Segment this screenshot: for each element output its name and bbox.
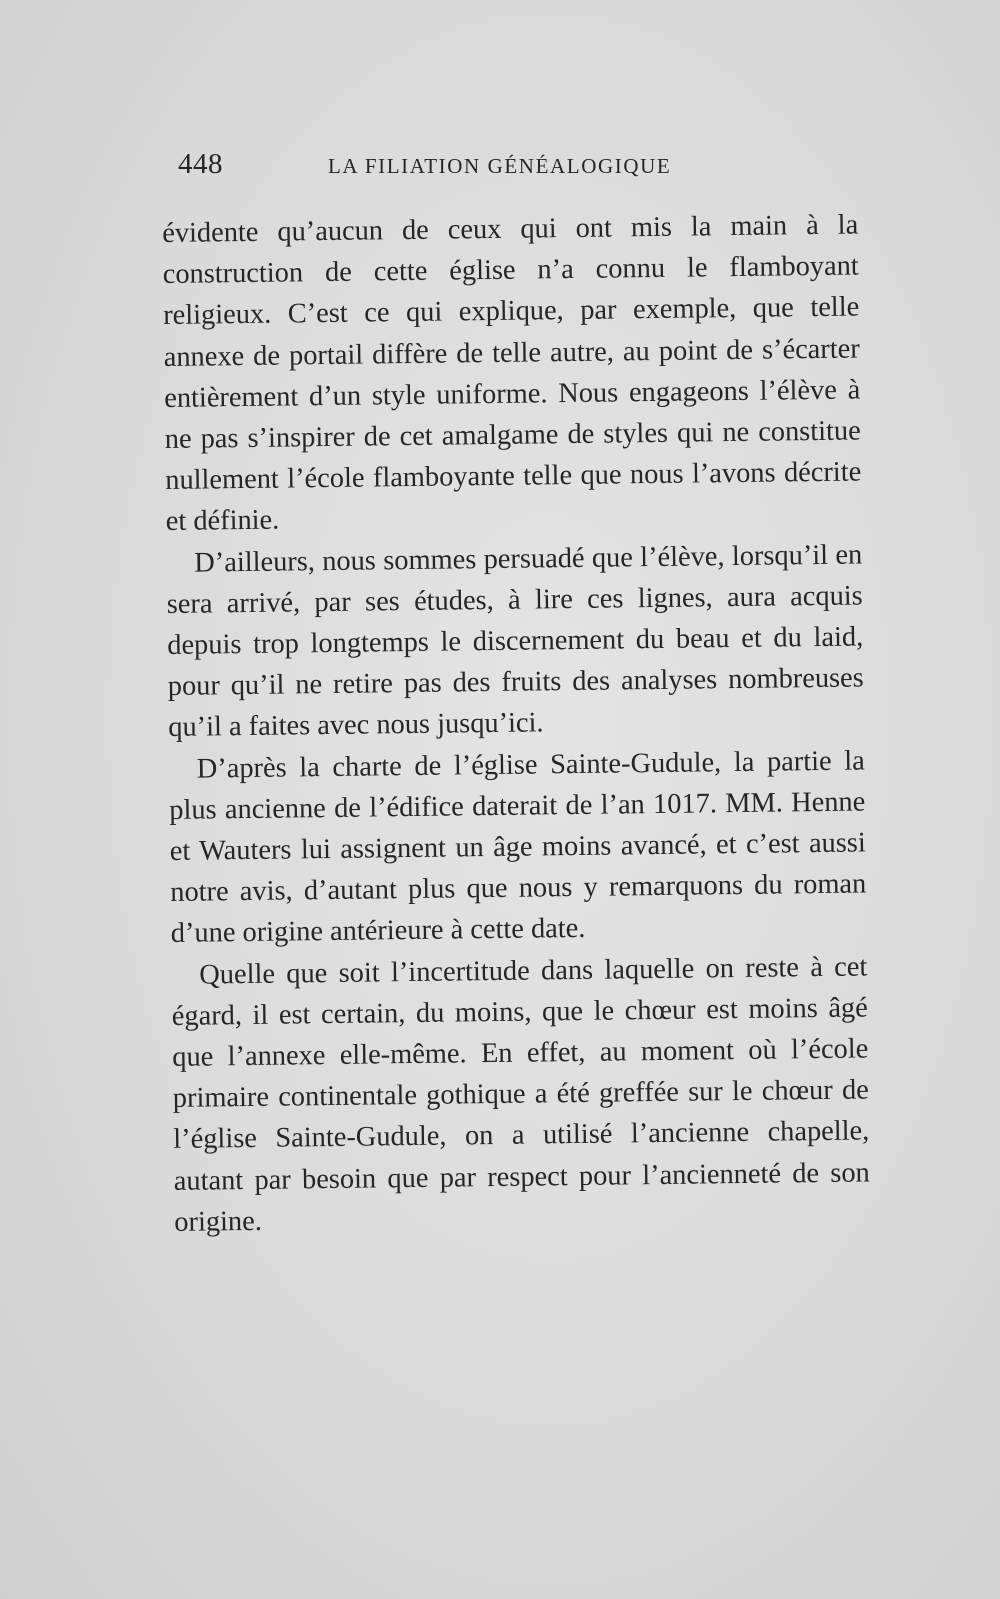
body-text	[162, 204, 871, 1243]
running-title: LA FILIATION GÉNÉALOGIQUE	[328, 154, 672, 178]
paragraph-3: D’après la charte de l’église Sainte-Gudule, la partie la plus ancienne de l’édifice daterait de l’an 1017. MM. Henne et Wauters lui assignent un âge moins avancé, et c’est aussi notre avis, d’autant plus que nous y remarquons du roman d’une origine antérieure à cette date.	[169, 745, 867, 950]
page-number: 448	[178, 148, 223, 180]
paragraph-2: D’ailleurs, nous sommes persuadé que l’élève, lorsqu’il en sera arrivé, par ses études, à lire ces lignes, aura acquis depuis trop longtemps le discernement du beau et du laid, pour qu’il ne retire pas des fruits des analyses nombreuses qu’il a faites avec nous jusqu’ici.	[166, 539, 864, 744]
paragraph-4: Quelle que soit l’incertitude dans laquelle on reste à cet égard, il est certain, du moins, que le chœur est moins âgé que l’annexe elle-même. En effet, au moment où l’école primaire continentale gothique a été greffée sur le chœur de l’église Sainte-Gudule, on a utilisé l’ancienne chapelle, autant par besoin que par respect pour l’ancienneté de son origine.	[171, 951, 870, 1238]
running-head	[178, 148, 878, 188]
paragraph-1: évidente qu’aucun de ceux qui ont mis la main à la construction de cette église n’a connu le flamboyant religieux. C’est ce qui explique, par exemple, que telle annexe de portail diffère de telle autre, au point de s’écarter entièrement d’un style uniforme. Nous engageons l’élève à ne pas s’inspirer de cet amalgame de styles qui ne constitue nullement l’école flamboyante telle que nous l’avons décrite et définie.	[162, 209, 862, 538]
